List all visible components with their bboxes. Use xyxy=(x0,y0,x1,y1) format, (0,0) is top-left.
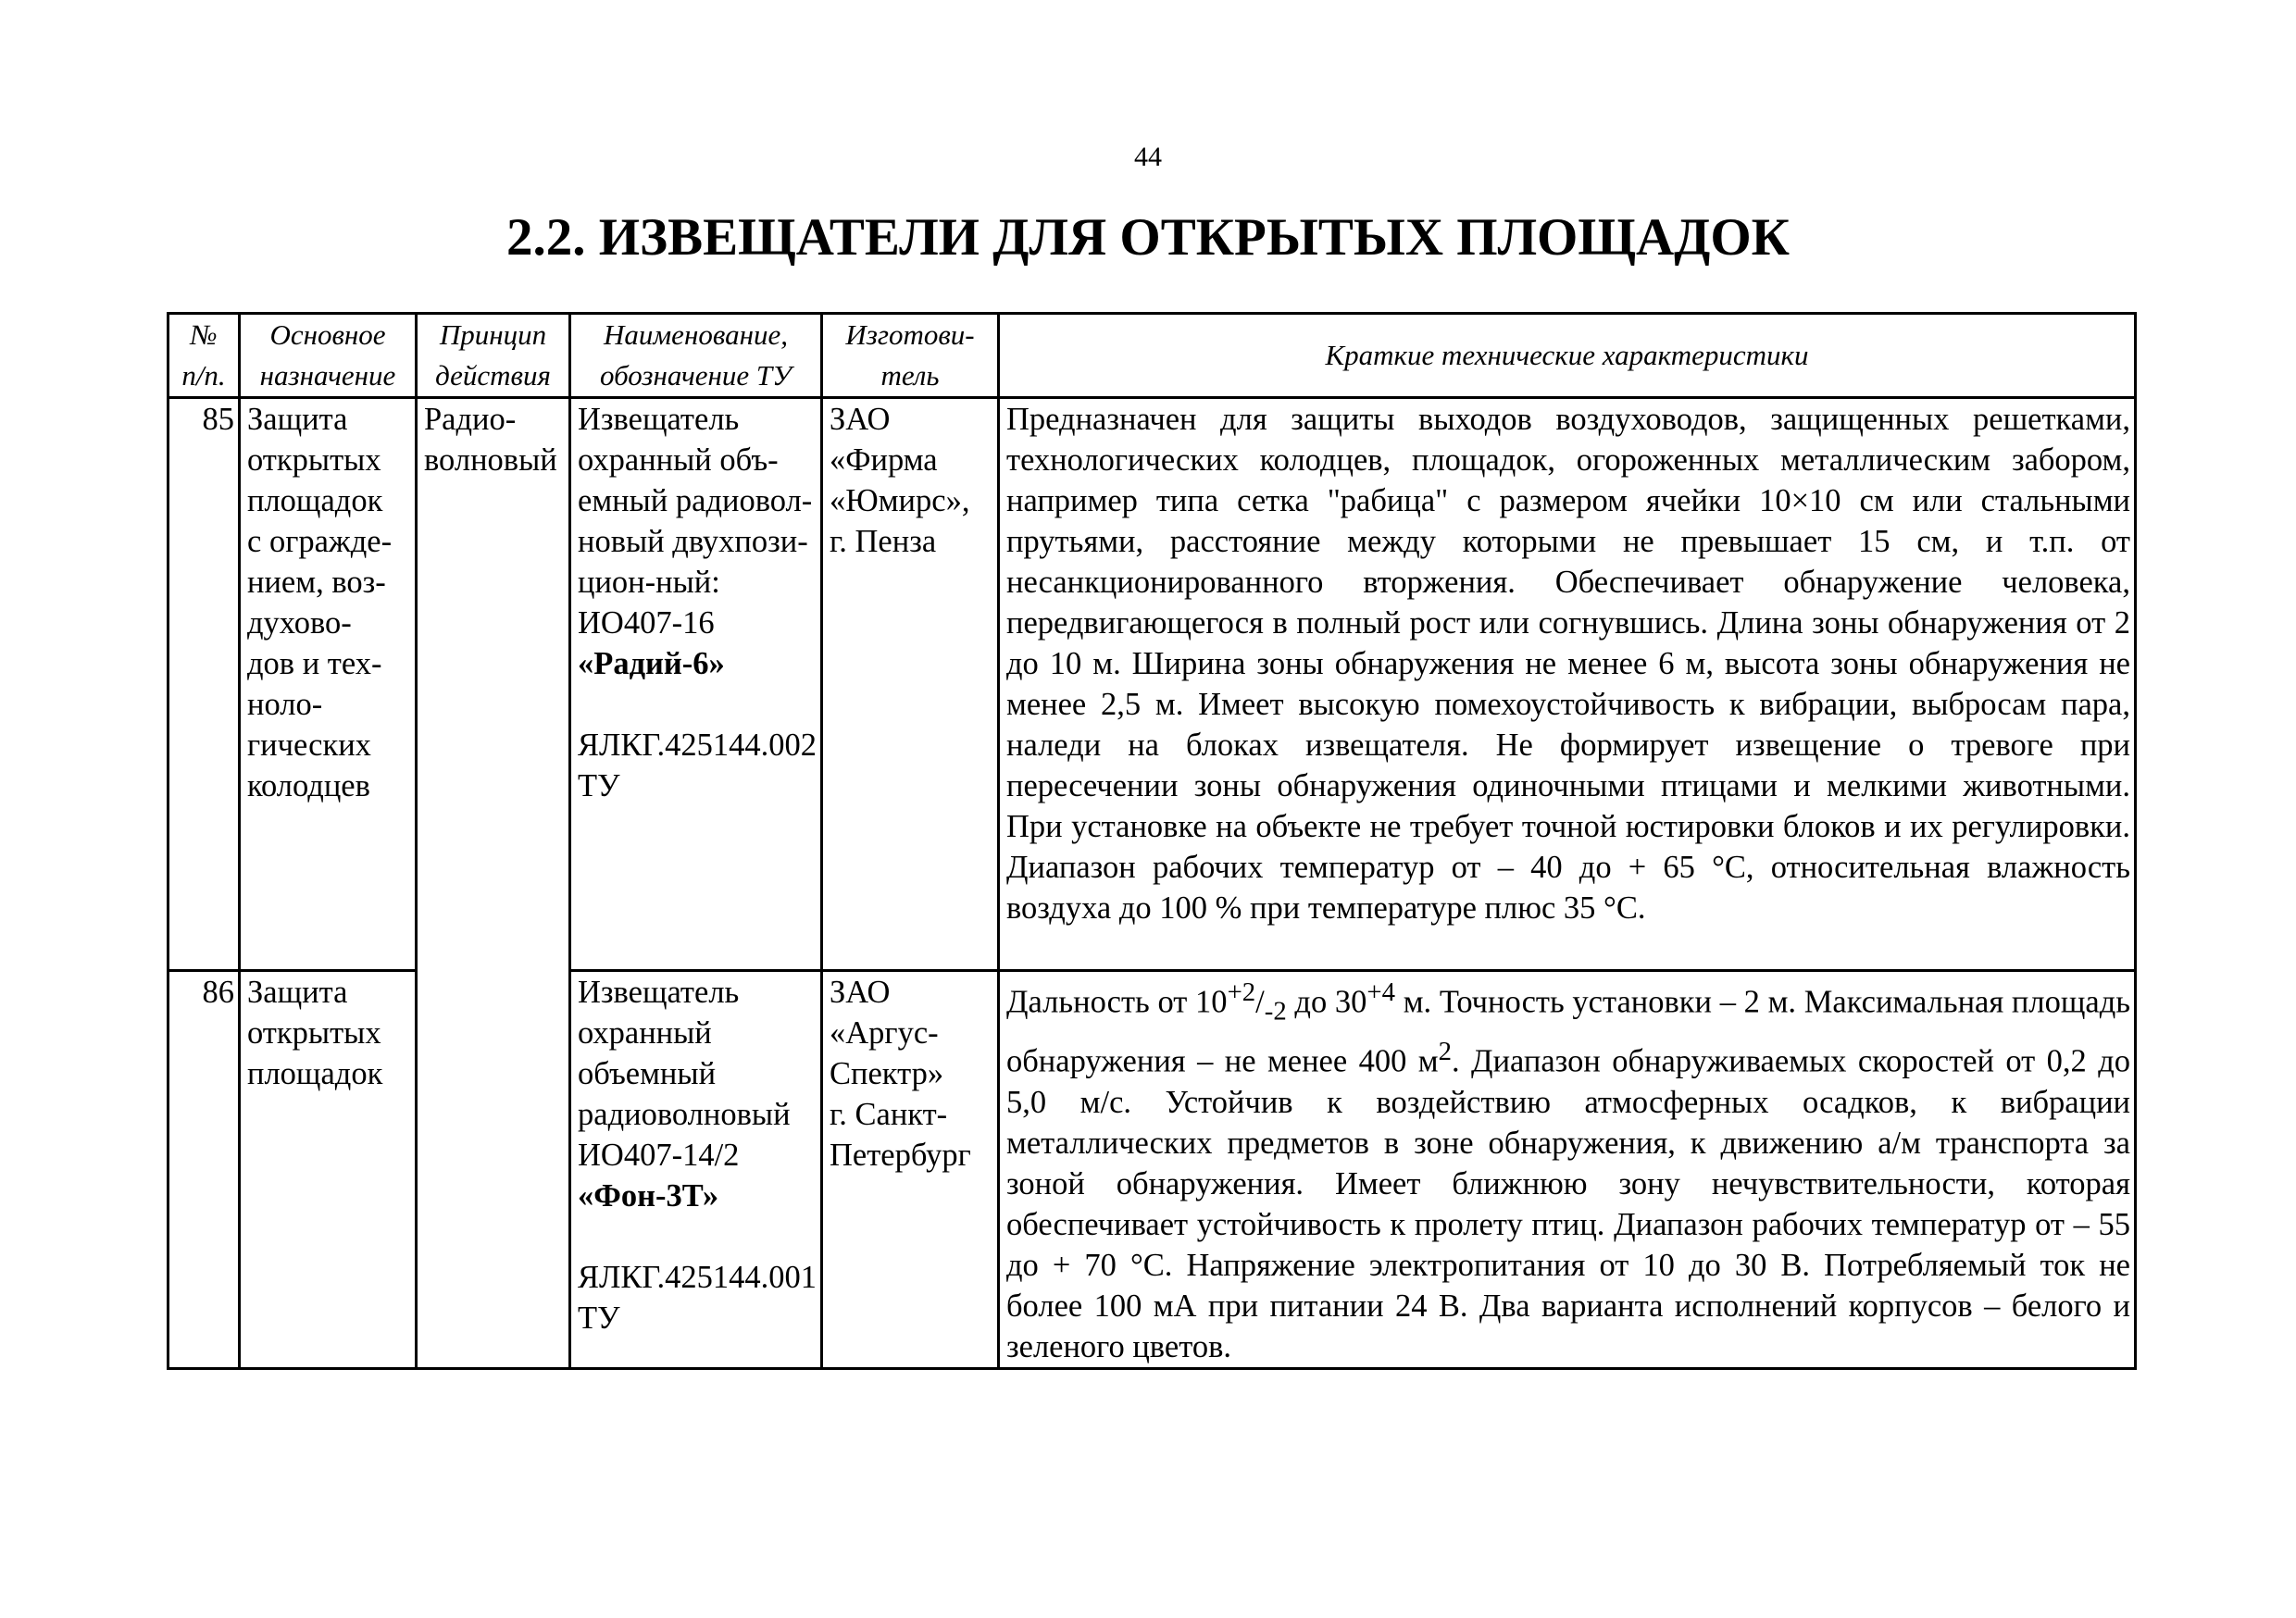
row-number: 85 xyxy=(168,398,240,971)
detectors-table xyxy=(167,312,2137,1370)
model-name: «Фон-3Т» xyxy=(578,1178,719,1214)
header-row xyxy=(168,314,2136,398)
row-name: Извещатель охранный объ- емный радиовол- новый двухпози- цион-ный: ИО407-16 «Радий-6» ЯЛКГ.425144.002 ТУ xyxy=(570,398,822,971)
header-principle: Принцип действия xyxy=(417,314,570,398)
spec-code: ЯЛКГ.425144.001 xyxy=(578,1260,817,1295)
header-name: Наименование, обозначение ТУ xyxy=(570,314,822,398)
row-purpose: Защита открытых площадок xyxy=(240,971,417,1369)
row-number: 86 xyxy=(168,971,240,1369)
row-maker: ЗАО «Фирма «Юмирс», г. Пенза xyxy=(822,398,999,971)
row-purpose: Защита открытых площадок с огражде- нием, воз- духово- дов и тех- ноло- гических колодцев xyxy=(240,398,417,971)
header-purpose: Основное назначение xyxy=(240,314,417,398)
row-description: Дальность от $10^{+2}/_{-2}$ до $30^{+4}$ м. Точность установки – 2 м. Максимальная площадь обнаружения – не менее 400 $м^2$. Диапазон обнаруживаемых скоростей от 0,2 до 5,0 м/с. Устойчив к воздействию атмосферных осадков, к вибрации металлических предметов в зоне обнаружения, к движению а/м транспорта за зоной обнаружения. Имеет ближнюю зону нечувствительности, которая обеспечивает устойчивость к пролету птиц. Диапазон рабочих температур от – 55 до + 70 °С. Напряжение электропитания от 10 до 30 В. Потребляемый ток не более 100 мА при питании 24 В. Два варианта исполнений корпусов – белого и зеленого цветов. xyxy=(999,971,2136,1369)
page-number: 44 xyxy=(1134,142,1162,172)
header-specs: Краткие технические характеристики xyxy=(999,314,2136,398)
row-name: Извещатель охранный объемный радиоволновый ИО407-14/2 «Фон-3Т» ЯЛКГ.425144.001 ТУ xyxy=(570,971,822,1369)
header-num: № п/п. xyxy=(168,314,240,398)
header-maker: Изготови- тель xyxy=(822,314,999,398)
row-maker: ЗАО «Аргус- Спектр» г. Санкт- Петербург xyxy=(822,971,999,1369)
row-principle: Радио- волновый xyxy=(417,398,570,1369)
section-title: 2.2. ИЗВЕЩАТЕЛИ ДЛЯ ОТКРЫТЫХ ПЛОЩАДОК xyxy=(505,208,1791,267)
row-description: Предназначен для защиты выходов воздуховодов, защищенных решетками, технологических колодцев, площадок, огороженных металлическим забором, например типа сетка "рабица" с размером ячейки 10×10 см или стальными прутьями, расстояние между которыми не превышает 15 см, и т.п. от несанкционированного вторжения. Обеспечивает обнаружение человека, передвигающегося в полный рост или согнувшись. Длина зоны обнаружения от 2 до 10 м. Ширина зоны обнаружения не менее 6 м, высота зоны обнаружения не менее 2,5 м. Имеет высокую помехоустойчивость к вибрации, выбросам пара, наледи на блоках извещателя. Не формирует извещение о тревоге при пересечении зоны обнаружения одиночными птицами и мелкими животными. При установке на объекте не требует точной юстировки блоков и их регулировки. Диапазон рабочих температур от – 40 до + 65 °С, относительная влажность воздуха до 100 % при температуре плюс 35 °С. xyxy=(999,398,2136,971)
model-name: «Радий-6» xyxy=(578,646,725,681)
table-row xyxy=(168,398,2136,971)
spec-code: ЯЛКГ.425144.002 xyxy=(578,728,817,763)
